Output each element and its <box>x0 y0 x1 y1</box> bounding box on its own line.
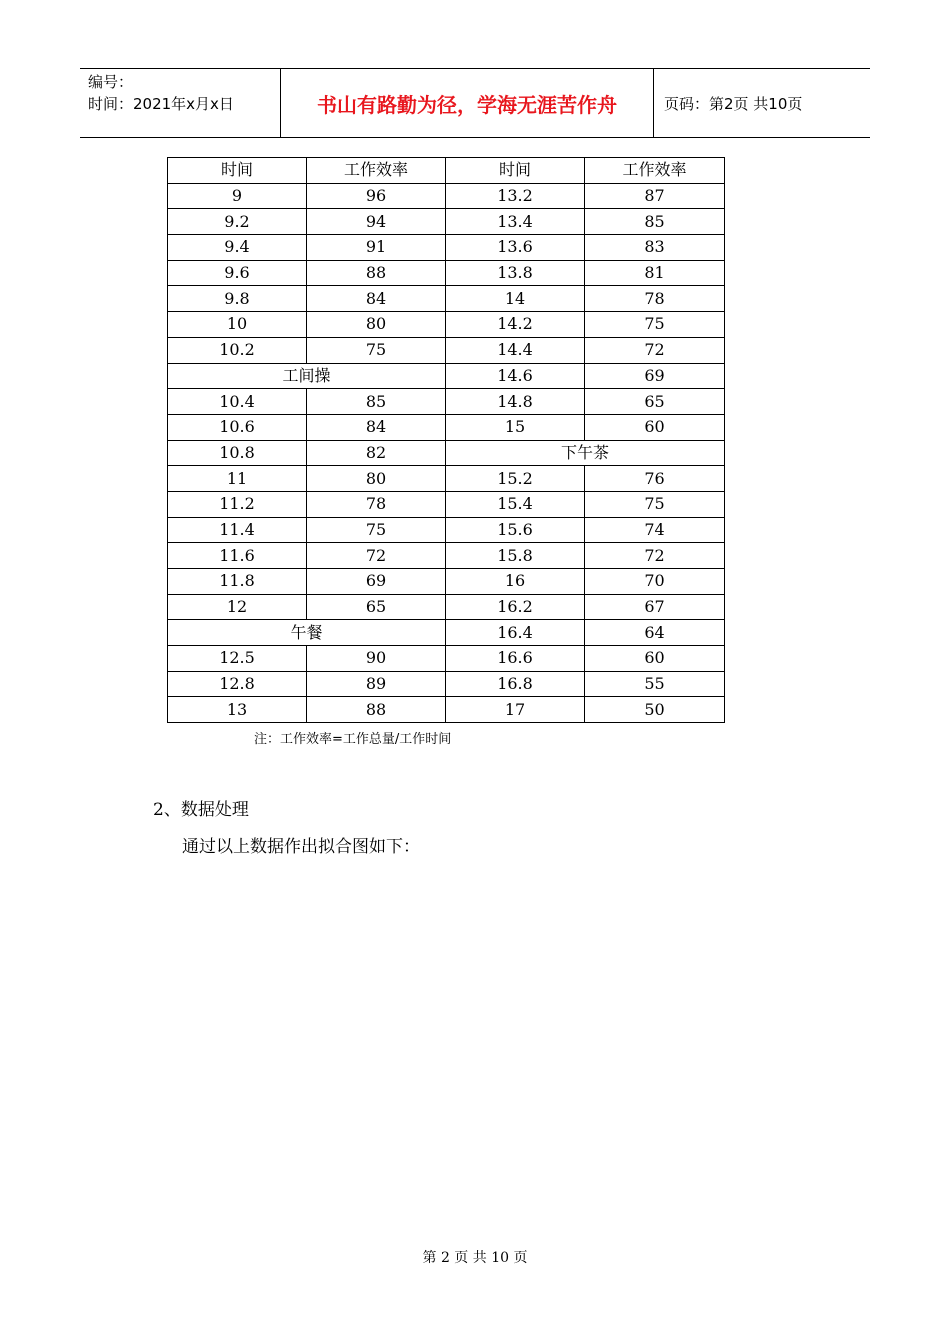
table-cell: 96 <box>307 183 446 209</box>
column-header: 时间 <box>168 158 307 184</box>
table-cell: 14 <box>446 286 585 312</box>
table-cell: 69 <box>307 569 446 595</box>
table-cell: 80 <box>307 312 446 338</box>
table-cell: 82 <box>307 440 446 466</box>
table-body <box>168 183 725 722</box>
table-cell: 15.4 <box>446 491 585 517</box>
table-cell: 9.6 <box>168 260 307 286</box>
table-cell: 13.2 <box>446 183 585 209</box>
table-cell: 15.6 <box>446 517 585 543</box>
table-cell: 13.6 <box>446 235 585 261</box>
table-cell: 10.6 <box>168 414 307 440</box>
table-cell: 75 <box>307 517 446 543</box>
table-cell: 16.8 <box>446 671 585 697</box>
table-cell: 60 <box>585 414 725 440</box>
table-cell: 88 <box>307 697 446 723</box>
break-label-cell: 午餐 <box>168 620 446 646</box>
table-cell: 50 <box>585 697 725 723</box>
table-cell: 9 <box>168 183 307 209</box>
table-cell: 16 <box>446 569 585 595</box>
table-cell: 11.2 <box>168 491 307 517</box>
table-cell: 10.4 <box>168 389 307 415</box>
efficiency-table <box>167 157 725 723</box>
table-cell: 94 <box>307 209 446 235</box>
table-cell: 13.8 <box>446 260 585 286</box>
table-row <box>168 697 725 723</box>
table-cell: 64 <box>585 620 725 646</box>
table-cell: 11.8 <box>168 569 307 595</box>
table-cell: 11 <box>168 466 307 492</box>
table-cell: 15.8 <box>446 543 585 569</box>
table-cell: 87 <box>585 183 725 209</box>
table-cell: 78 <box>585 286 725 312</box>
table-row <box>168 543 725 569</box>
date-label: 时间：2021年x月x日 <box>88 95 234 113</box>
table-cell: 81 <box>585 260 725 286</box>
table-cell: 75 <box>585 491 725 517</box>
table-row <box>168 440 725 466</box>
table-row <box>168 209 725 235</box>
table-cell: 69 <box>585 363 725 389</box>
table-cell: 84 <box>307 286 446 312</box>
table-cell: 14.4 <box>446 337 585 363</box>
table-cell: 80 <box>307 466 446 492</box>
table-cell: 12.8 <box>168 671 307 697</box>
table-row <box>168 389 725 415</box>
header-motto: 书山有路勤为径，学海无涯苦作舟 <box>281 69 654 137</box>
table-cell: 17 <box>446 697 585 723</box>
page-header <box>80 68 870 138</box>
table-cell: 9.8 <box>168 286 307 312</box>
table-note: 注：工作效率=工作总量/工作时间 <box>254 732 452 747</box>
section-heading: 2、数据处理 <box>153 800 249 820</box>
table-cell: 84 <box>307 414 446 440</box>
table-row <box>168 517 725 543</box>
table-cell: 88 <box>307 260 446 286</box>
table-row <box>168 183 725 209</box>
table-cell: 60 <box>585 646 725 672</box>
table-row <box>168 337 725 363</box>
table-cell: 14.2 <box>446 312 585 338</box>
table-cell: 12.5 <box>168 646 307 672</box>
break-label-cell: 工间操 <box>168 363 446 389</box>
table-cell: 10.8 <box>168 440 307 466</box>
table-cell: 85 <box>585 209 725 235</box>
page-footer: 第 2 页 共 10 页 <box>422 1250 528 1266</box>
table-row <box>168 620 725 646</box>
table-cell: 11.4 <box>168 517 307 543</box>
column-header: 工作效率 <box>585 158 725 184</box>
table-cell: 9.2 <box>168 209 307 235</box>
table-cell: 72 <box>585 337 725 363</box>
table-cell: 90 <box>307 646 446 672</box>
section-paragraph: 通过以上数据作出拟合图如下： <box>182 837 420 857</box>
table-row <box>168 646 725 672</box>
table-row <box>168 594 725 620</box>
table-row <box>168 466 725 492</box>
table-cell: 14.8 <box>446 389 585 415</box>
break-label-cell: 下午茶 <box>446 440 725 466</box>
table-cell: 72 <box>585 543 725 569</box>
table-row <box>168 286 725 312</box>
column-header: 时间 <box>446 158 585 184</box>
table-cell: 72 <box>307 543 446 569</box>
table-cell: 14.6 <box>446 363 585 389</box>
table-row <box>168 414 725 440</box>
table-cell: 16.6 <box>446 646 585 672</box>
table-cell: 76 <box>585 466 725 492</box>
table-cell: 75 <box>585 312 725 338</box>
table-cell: 65 <box>307 594 446 620</box>
table-cell: 9.4 <box>168 235 307 261</box>
table-cell: 55 <box>585 671 725 697</box>
table-cell: 15 <box>446 414 585 440</box>
table-row <box>168 491 725 517</box>
number-label: 编号： <box>88 73 134 91</box>
column-header: 工作效率 <box>307 158 446 184</box>
table-cell: 78 <box>307 491 446 517</box>
header-page-info: 页码：第2页 共10页 <box>664 94 803 113</box>
table-cell: 16.2 <box>446 594 585 620</box>
table-cell: 12 <box>168 594 307 620</box>
table-cell: 85 <box>307 389 446 415</box>
table-row <box>168 235 725 261</box>
table-row <box>168 671 725 697</box>
table-row <box>168 260 725 286</box>
table-cell: 75 <box>307 337 446 363</box>
table-cell: 89 <box>307 671 446 697</box>
table-cell: 10 <box>168 312 307 338</box>
table-cell: 13.4 <box>446 209 585 235</box>
table-cell: 83 <box>585 235 725 261</box>
table-cell: 15.2 <box>446 466 585 492</box>
table-cell: 65 <box>585 389 725 415</box>
table-cell: 16.4 <box>446 620 585 646</box>
header-meta <box>80 69 281 137</box>
table-cell: 67 <box>585 594 725 620</box>
table-cell: 70 <box>585 569 725 595</box>
table-cell: 91 <box>307 235 446 261</box>
table-row <box>168 363 725 389</box>
table-header-row <box>168 158 725 184</box>
table-row <box>168 569 725 595</box>
table-cell: 10.2 <box>168 337 307 363</box>
table-row <box>168 312 725 338</box>
table-cell: 11.6 <box>168 543 307 569</box>
table-cell: 74 <box>585 517 725 543</box>
table-cell: 13 <box>168 697 307 723</box>
